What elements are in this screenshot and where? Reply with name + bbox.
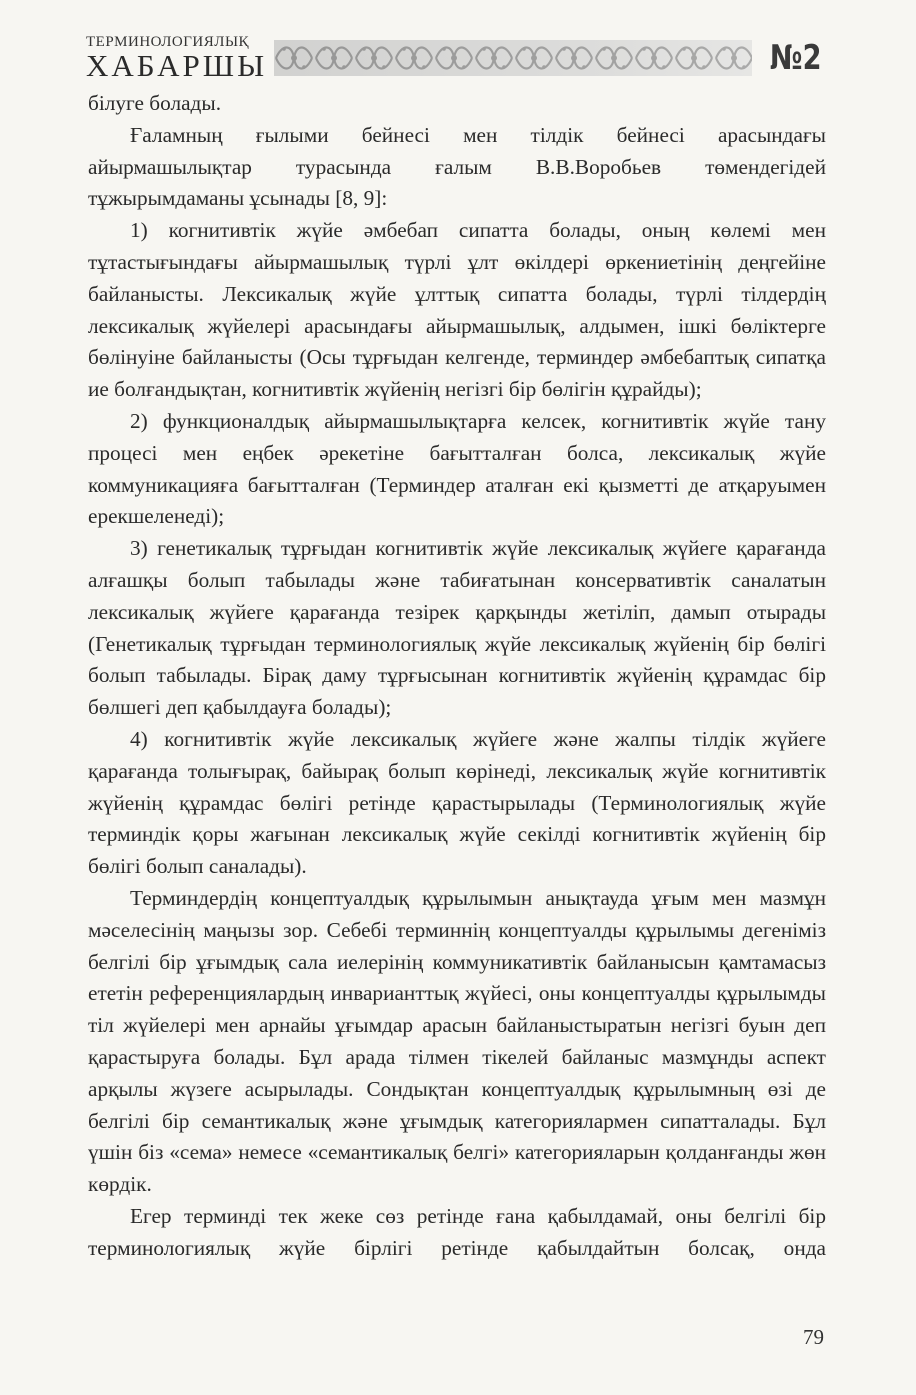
paragraph: Егер терминді тек жеке сөз ретінде ғана қабылдамай, оны белгілі бір терминологиялық жүйе бірлігі ретінде қабылдайтын болсақ, онда — [88, 1203, 826, 1260]
journal-title-top: ТЕРМИНОЛОГИЯЛЫҚ — [86, 34, 250, 50]
list-item-1: 1) когнитивтік жүйе әмбебап сипатта болады, оның көлемі мен тұтастығындағы айырмашылық түрлі ұлт өкілдері өркениетінің деңгейіне байланысты. Лексикалық жүйе ұлттық сипатта болады, түрлі тілдердің лексикалық жүйелері арасындағы айырмашылық, алдымен, ішкі бөліктерге бөлінуіне байланысты (Осы тұрғыдан келгенде, терминдер әмбебаптық сипатқа ие болғандықтан, когнитивтік жүйенің негізгі бір бөлігін құрайды); — [88, 218, 826, 402]
article-body — [88, 88, 826, 1264]
list-item-4: 4) когнитивтік жүйе лексикалық жүйеге және жалпы тілдік жүйеге қарағанда толығырақ, байырақ болып көрінеді, лексикалық жүйе когнитивтік жүйенің құрамдас бөлігі ретінде қарастырылады (Терминологиялық жүйе терминдік қоры жағынан лексикалық жүйе секілді когнитивтік жүйенің бір бөлігі болып саналады). — [88, 726, 826, 879]
paragraph: Терминдердің концептуалдық құрылымын анықтауда ұғым мен мазмұн мәселесінің маңызы зор. Себебі терминнің концептуалды құрылымы дегеніміз белгілі бір ұғымдық сала иелерінің коммуникативтік байланысын қамтамасыз ететін референциялардың инварианттық жүйесі, оны концептуалды құрылымды тіл жүйелері мен арнайы ұғымдар арасын байланыстыратын негізгі буын деп қарастыруға болады. Бұл арада тілмен тікелей байланыс мазмұнды аспект арқылы жүзеге асырылады. Сондықтан концептуалдық құрылымның өзі де белгілі бір семантикалық және ұғымдық категориялармен сипатталады. Бұл үшін біз «сема» немесе «семантикалық белгі» категорияларын қолданғанды жөн көрдік. — [88, 885, 826, 1197]
list-item-3: 3) генетикалық тұрғыдан когнитивтік жүйе лексикалық жүйеге қарағанда алғашқы болып табылады және табиғатынан консервативтік саналатын лексикалық жүйеге қарағанда тезірек қарқынды жетіліп, дамып отырады (Генетикалық тұрғыдан терминологиялық жүйе лексикалық жүйенің бір бөлігі болып табылады. Бірақ даму тұрғысынан когнитивтік жүйенің құрамдас бір бөлшегі деп қабылдауға болады); — [88, 536, 826, 720]
page-number: 79 — [803, 1325, 824, 1349]
paragraph-continuation: білуге болады. — [88, 91, 222, 115]
list-item-2: 2) функционалдық айырмашылықтарға келсек, когнитивтік жүйе тану процесі мен еңбек әрекетіне бағытталған болса, лексикалық жүйе коммуникацияға бағытталған (Терминдер аталған екі қызметті де атқаруымен ерекшеленеді); — [88, 408, 826, 529]
journal-header — [86, 30, 826, 86]
issue-number: №2 — [770, 38, 822, 78]
paragraph: Ғаламның ғылыми бейнесі мен тілдік бейнесі арасындағы айырмашылықтар турасында ғалым В.В.Воробьев төмендегідей тұжырымдаманы ұсынады [8, 9]: — [88, 122, 826, 211]
journal-title-main: ХАБАРШЫ — [86, 48, 268, 83]
ornament-band-icon — [274, 40, 752, 76]
